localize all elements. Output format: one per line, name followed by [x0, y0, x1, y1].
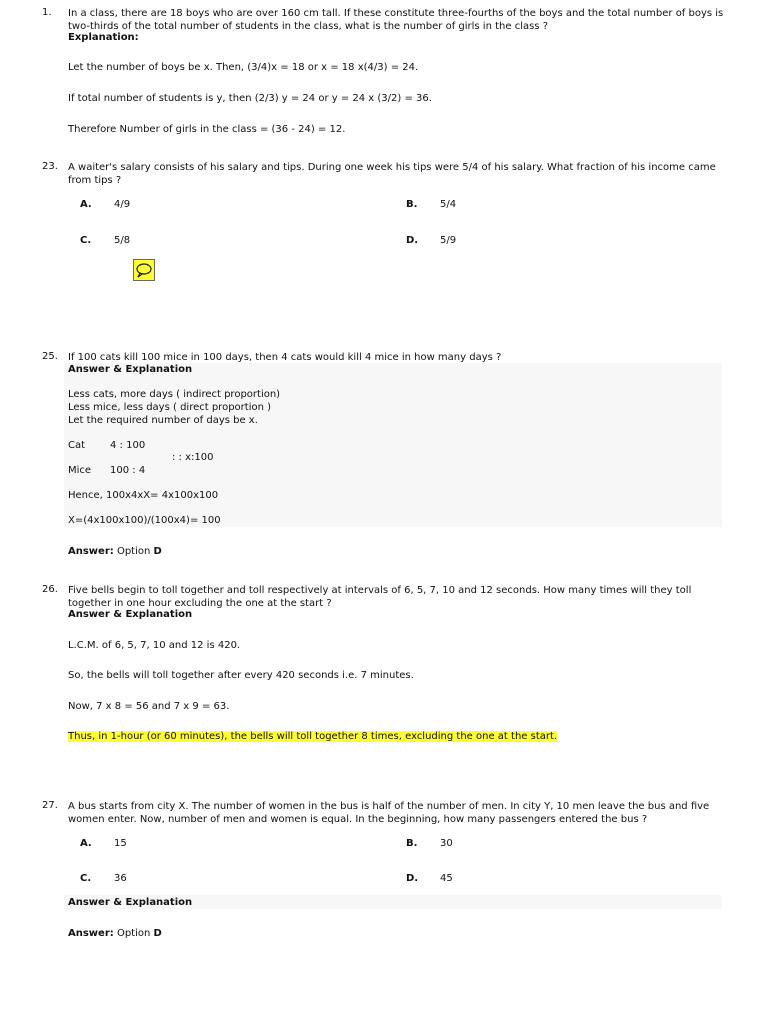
answer-option: D: [153, 928, 162, 939]
answer-line: [68, 928, 162, 939]
explanation-panel: [64, 363, 722, 527]
ratio-value: 4 : 100: [110, 440, 146, 451]
ratio-label: Mice: [68, 465, 92, 476]
option-d-value[interactable]: 5/9: [440, 235, 457, 246]
answer-text: Option: [116, 546, 151, 557]
option-d-letter[interactable]: D.: [406, 235, 419, 246]
option-a-letter[interactable]: A.: [80, 199, 92, 210]
proportion: : : x:100: [172, 452, 214, 463]
explanation-label: Explanation:: [68, 32, 139, 43]
option-a-letter[interactable]: A.: [80, 838, 92, 849]
option-c-letter[interactable]: C.: [80, 235, 92, 246]
question-number: 26.: [42, 584, 58, 595]
explanation-line: So, the bells will toll together after every 420 seconds i.e. 7 minutes.: [68, 670, 414, 681]
option-b-letter[interactable]: B.: [406, 838, 418, 849]
question-number: 25.: [42, 351, 58, 362]
option-c-value[interactable]: 5/8: [114, 235, 131, 246]
option-d-value[interactable]: 45: [440, 873, 453, 884]
explanation-line: X=(4x100x100)/(100x4)= 100: [68, 515, 221, 526]
explanation-line: Let the required number of days be x.: [68, 415, 258, 426]
answer-text: Option: [116, 928, 151, 939]
question-number: 23.: [42, 161, 58, 172]
explanation-line: Hence, 100x4xX= 4x100x100: [68, 490, 219, 501]
explanation-line: If total number of students is y, then (2/3) y = 24 or y = 24 x (3/2) = 36.: [68, 93, 432, 104]
highlighted-answer: Thus, in 1-hour (or 60 minutes), the bells will toll together 8 times, excluding the one at the start.: [68, 731, 558, 742]
comment-icon[interactable]: [133, 259, 155, 281]
option-c-value[interactable]: 36: [114, 873, 127, 884]
answer-line: [68, 546, 162, 557]
explanation-line: Let the number of boys be x. Then, (3/4)x = 18 or x = 18 x(4/3) = 24.: [68, 62, 419, 73]
option-a-value[interactable]: 15: [114, 838, 127, 849]
question-number: 27.: [42, 800, 58, 811]
explanation-line: Less mice, less days ( direct proportion ): [68, 402, 272, 413]
answer-label: Answer:: [68, 546, 114, 557]
explanation-line: Now, 7 x 8 = 56 and 7 x 9 = 63.: [68, 701, 230, 712]
option-b-letter[interactable]: B.: [406, 199, 418, 210]
question-number: 1.: [42, 7, 52, 18]
explanation-line: L.C.M. of 6, 5, 7, 10 and 12 is 420.: [68, 640, 241, 651]
ratio-label: Cat: [68, 440, 86, 451]
question-text: A bus starts from city X. The number of women in the bus is half of the number of men. In city Y, 10 men leave the bus and five women enter. Now, number of men and women is equal. In the beginning, how many passengers entered the bus ?: [68, 801, 710, 825]
explanation-line: Less cats, more days ( indirect proportion): [68, 389, 281, 400]
question-text: In a class, there are 18 boys who are over 160 cm tall. If these constitute three-fourths of the boys and the total number of boys is two-thirds of the total number of students in the class, what is the number of girls in the class ?: [68, 8, 724, 32]
option-c-letter[interactable]: C.: [80, 873, 92, 884]
answer-explanation-toggle[interactable]: Answer & Explanation: [68, 897, 193, 908]
option-a-value[interactable]: 4/9: [114, 199, 131, 210]
option-b-value[interactable]: 5/4: [440, 199, 457, 210]
question-text: If 100 cats kill 100 mice in 100 days, then 4 cats would kill 4 mice in how many days ?: [68, 352, 502, 363]
answer-explanation-toggle[interactable]: Answer & Explanation: [68, 364, 193, 375]
answer-label: Answer:: [68, 928, 114, 939]
option-b-value[interactable]: 30: [440, 838, 453, 849]
ratio-value: 100 : 4: [110, 465, 146, 476]
question-text: A waiter's salary consists of his salary and tips. During one week his tips were 5/4 of his salary. What fraction of his income came from tips ?: [68, 162, 716, 186]
answer-explanation-toggle[interactable]: Answer & Explanation: [68, 609, 193, 620]
answer-option: D: [153, 546, 162, 557]
explanation-line: Therefore Number of girls in the class = (36 - 24) = 12.: [68, 124, 346, 135]
question-text: Five bells begin to toll together and toll respectively at intervals of 6, 5, 7, 10 and 12 seconds. How many times will they toll together in one hour excluding the one at the start ?: [68, 585, 692, 609]
option-d-letter[interactable]: D.: [406, 873, 419, 884]
